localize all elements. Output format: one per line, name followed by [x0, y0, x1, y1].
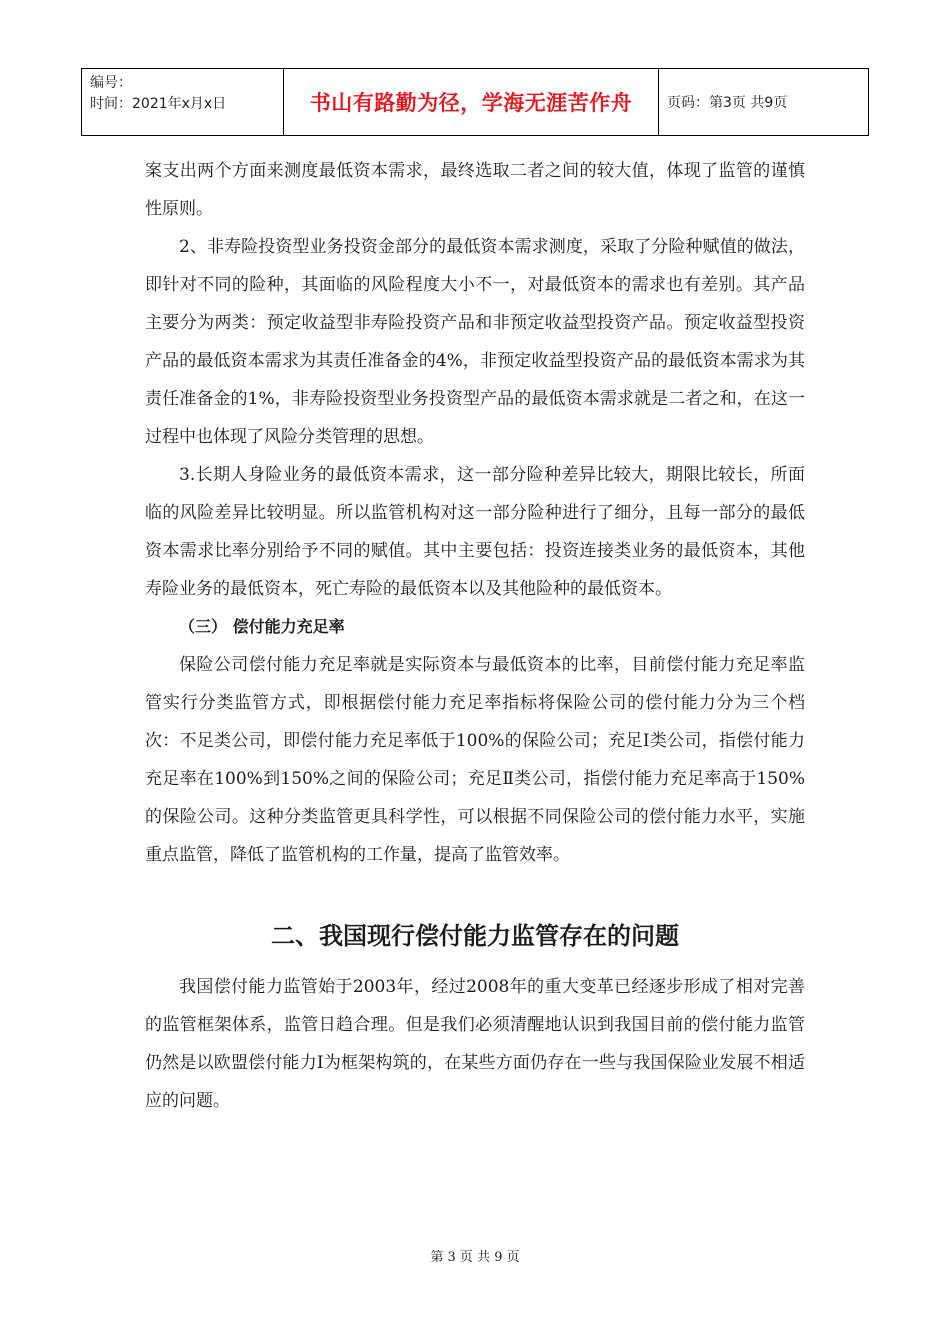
paragraph-5: 我国偿付能力监管始于2003年，经过2008年的重大变革已经逐步形成了相对完善的监管框架体系，监管日趋合理。但是我们必须清醒地认识到我国目前的偿付能力监管仍然是以欧盟偿付能力Ⅰ为框架构筑的，在某些方面仍存在一些与我国保险业发展不相适应的问题。 [145, 977, 805, 1111]
page-header-table [81, 68, 869, 136]
header-page-label: 页码：第3页 共9页 [667, 95, 788, 111]
paragraph-2: 2、非寿险投资型业务投资金部分的最低资本需求测度，采取了分险种赋值的做法，即针对不同的险种，其面临的风险程度大小不一，对最低资本的需求也有差别。其产品主要分为两类：预定收益型非寿险投资产品和非预定收益型投资产品。预定收益型投资产品的最低资本需求为其责任准备金的4%，非预定收益型投资产品的最低资本需求为其责任准备金的1%，非寿险投资型业务投资型产品的最低资本需求就是二者之和，在这一过程中也体现了风险分类管理的思想。 [145, 237, 805, 447]
document-body [145, 152, 805, 1120]
serial-label: 编号： [90, 75, 132, 91]
paragraph-1: 案支出两个方面来测度最低资本需求，最终选取二者之间的较大值，体现了监管的谨慎性原则。 [145, 161, 805, 219]
paragraph-3: 3.长期人身险业务的最低资本需求，这一部分险种差异比较大，期限比较长，所面临的风险差异比较明显。所以监管机构对这一部分险种进行了细分，且每一部分的最低资本需求比率分别给予不同的赋值。其中主要包括：投资连接类业务的最低资本，其他寿险业务的最低资本，死亡寿险的最低资本以及其他险种的最低资本。 [145, 465, 805, 599]
paragraph-4: 保险公司偿付能力充足率就是实际资本与最低资本的比率，目前偿付能力充足率监管实行分类监管方式，即根据偿付能力充足率指标将保险公司的偿付能力分为三个档次：不足类公司，即偿付能力充足率低于100%的保险公司；充足Ⅰ类公司，指偿付能力充足率在100%到150%之间的保险公司；充足Ⅱ类公司，指偿付能力充足率高于150%的保险公司。这种分类监管更具科学性，可以根据不同保险公司的偿付能力水平，实施重点监管，降低了监管机构的工作量，提高了监管效率。 [145, 655, 805, 865]
header-meta-cell [82, 69, 284, 135]
page-footer: 第 3 页 共 9 页 [430, 1250, 520, 1265]
header-motto: 书山有路勤为径，学海无涯苦作舟 [284, 69, 659, 135]
time-label: 时间：2021年x月x日 [90, 96, 227, 112]
subheading-solvency-ratio: （三） 偿付能力充足率 [179, 617, 345, 636]
section-title: 二、我国现行偿付能力监管存在的问题 [271, 922, 679, 950]
